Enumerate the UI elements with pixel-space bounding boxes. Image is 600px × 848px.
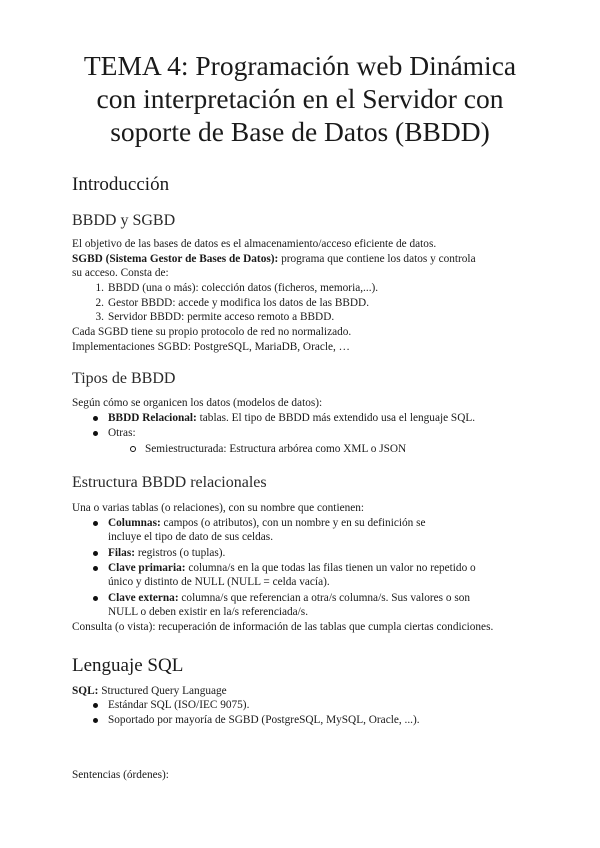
list-item-continuation: incluye el tipo de dato de sus celdas. [108,531,274,543]
paragraph-sql-text: Structured Query Language [98,685,227,697]
list-item [145,442,406,456]
list-item-text: Estándar SQL (ISO/IEC 9075). [108,699,250,711]
list-item-text: campos (o atributos), con un nombre y en su definición se [160,517,426,529]
term-sql: SQL: [72,685,99,697]
heading-estructura: Estructura BBDD relacionales [72,474,267,491]
paragraph-objetivo: El objetivo de las bases de datos es el almacenamiento/acceso eficiente de datos. [72,238,437,250]
title-line-2: con interpretación en el Servidor con [96,83,504,114]
list-item-text: registros (o tuplas). [135,547,226,559]
heading-introduccion: Introducción [72,174,170,195]
term-clave-externa: Clave externa: [108,592,179,604]
list-item-text: columna/s que referencian a otra/s columna/s. Sus valores o son [178,592,471,604]
title-line-1: TEMA 4: Programación web Dinámica [83,50,517,81]
list-item [95,296,370,310]
list-item-text: Soportado por mayoría de SGBD (PostgreSQL, MySQL, Oracle, ...). [108,714,420,726]
list-item [108,546,225,560]
heading-lenguaje-sql: Lenguaje SQL [72,655,184,676]
paragraph-protocolo: Cada SGBD tiene su propio protocolo de red no normalizado. [72,326,352,338]
list-item-text: columna/s en la que todas las filas tienen un valor no repetido o [185,562,476,574]
paragraph-consulta: Consulta (o vista): recuperación de información de las tablas que cumpla ciertas condiciones. [72,621,494,633]
bullet-icon [93,703,98,708]
list-item [108,426,136,440]
bullet-icon [93,521,98,526]
paragraph-implementaciones: Implementaciones SGBD: PostgreSQL, MariaDB, Oracle, … [72,341,350,353]
list-item-continuation: NULL o deben existir en la/s referenciada/s. [108,606,309,618]
paragraph-sgbd [72,252,542,266]
bullet-icon [93,718,98,723]
list-item-text: tablas. El tipo de BBDD más extendido usa el lenguaje SQL. [196,412,476,424]
term-columnas: Columnas: [108,517,161,529]
list-marker: 2. [95,297,104,309]
paragraph-modelos: Según cómo se organicen los datos (modelos de datos): [72,397,323,409]
paragraph-sgbd-text: programa que contiene los datos y controla [278,253,476,265]
list-item [108,713,420,727]
list-item-text: BBDD (una o más): colección datos (ficheros, memoria,...). [108,282,379,294]
term-bbdd-relacional: BBDD Relacional: [108,412,197,424]
list-item [95,310,335,324]
list-item-continuation: único y distinto de NULL (NULL = celda vacía). [108,576,330,588]
bullet-icon [93,551,98,556]
list-item-text: Semiestructurada: Estructura arbórea como XML o JSON [145,443,407,455]
list-item [108,516,426,530]
list-item [95,281,379,295]
bullet-icon [93,596,98,601]
bullet-icon [93,416,98,421]
list-marker: 1. [95,282,104,294]
list-item [108,591,470,605]
list-item-text: Gestor BBDD: accede y modifica los datos de las BBDD. [108,297,370,309]
list-item [108,698,249,712]
term-clave-primaria: Clave primaria: [108,562,186,574]
heading-bbdd-sgbd: BBDD y SGBD [72,212,176,229]
paragraph-tablas: Una o varias tablas (o relaciones), con su nombre que contienen: [72,502,365,514]
paragraph-sentencias: Sentencias (órdenes): [72,769,169,781]
heading-tipos-bbdd: Tipos de BBDD [72,370,176,387]
term-filas: Filas: [108,547,135,559]
list-marker: 3. [95,311,104,323]
list-item [108,561,476,575]
bullet-icon [93,566,98,571]
list-item-text: Otras: [108,427,136,439]
list-item-text: Servidor BBDD: permite acceso remoto a BBDD. [108,311,335,323]
term-sgbd: SGBD (Sistema Gestor de Bases de Datos): [72,253,279,265]
title-line-3: soporte de Base de Datos (BBDD) [110,116,490,147]
page-title [40,49,560,148]
paragraph-sql [72,684,542,698]
list-item [108,411,475,425]
paragraph-sgbd-cont: su acceso. Consta de: [72,267,169,279]
circle-bullet-icon [130,446,136,452]
bullet-icon [93,431,98,436]
